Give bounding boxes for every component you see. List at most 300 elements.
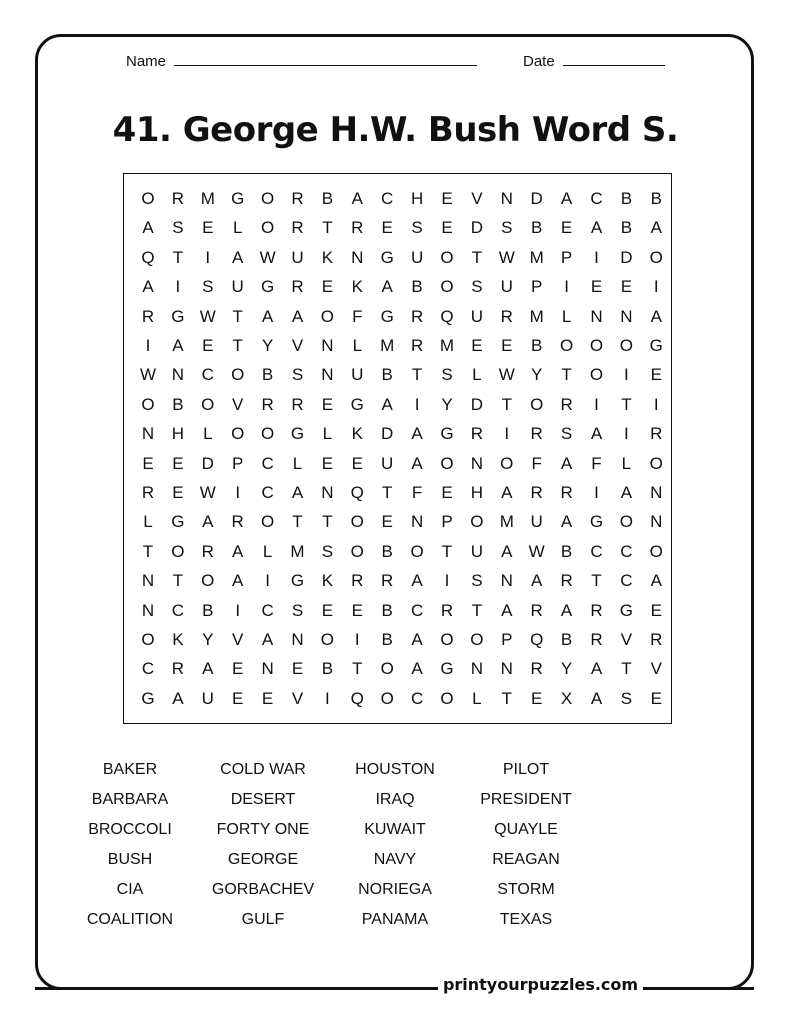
grid-cell[interactable]: N xyxy=(500,189,513,208)
grid-cell[interactable]: K xyxy=(351,424,363,444)
grid-cell[interactable]: A xyxy=(411,453,423,473)
grid-cell[interactable]: A xyxy=(411,424,423,444)
grid-cell[interactable]: D xyxy=(201,453,214,473)
grid-cell[interactable]: W xyxy=(199,306,216,326)
grid-cell[interactable]: A xyxy=(411,571,423,591)
grid-cell[interactable]: A xyxy=(411,659,423,679)
grid-cell[interactable]: C xyxy=(261,600,274,620)
grid-cell[interactable]: O xyxy=(350,541,364,561)
grid-cell[interactable]: E xyxy=(202,336,214,355)
grid-cell[interactable]: B xyxy=(560,630,573,649)
grid-cell[interactable]: U xyxy=(291,247,304,267)
grid-cell[interactable]: A xyxy=(291,483,304,502)
grid-cell[interactable]: M xyxy=(529,247,544,267)
grid-cell[interactable]: Y xyxy=(441,394,453,414)
grid-cell[interactable]: G xyxy=(619,600,633,620)
grid-cell[interactable]: O xyxy=(320,306,334,326)
grid-cell[interactable]: I xyxy=(354,630,360,649)
grid-cell[interactable]: V xyxy=(291,336,304,355)
grid-cell[interactable]: R xyxy=(530,600,543,620)
grid-cell[interactable]: Q xyxy=(350,688,364,708)
name-field[interactable] xyxy=(126,53,477,70)
grid-cell[interactable]: A xyxy=(351,189,363,208)
grid-cell[interactable]: B xyxy=(381,365,393,385)
grid-cell[interactable]: O xyxy=(649,453,663,473)
grid-cell[interactable]: T xyxy=(591,571,602,591)
grid-cell[interactable]: R xyxy=(141,483,155,502)
grid-cell[interactable]: B xyxy=(381,600,393,620)
grid-cell[interactable]: N xyxy=(141,424,155,444)
grid-cell[interactable]: E xyxy=(321,277,334,297)
grid-cell[interactable]: E xyxy=(441,218,453,238)
grid-cell[interactable]: R xyxy=(351,218,364,238)
grid-cell[interactable]: O xyxy=(380,688,394,708)
grid-cell[interactable]: S xyxy=(441,365,453,385)
grid-cell[interactable]: C xyxy=(261,483,274,502)
grid-cell[interactable]: L xyxy=(621,453,632,473)
grid-cell[interactable]: G xyxy=(231,189,245,208)
grid-cell[interactable]: A xyxy=(620,483,633,502)
grid-cell[interactable]: G xyxy=(290,571,305,591)
grid-cell[interactable]: U xyxy=(351,365,364,385)
grid-cell[interactable]: A xyxy=(560,512,573,532)
grid-cell[interactable]: A xyxy=(232,571,244,591)
grid-cell[interactable]: T xyxy=(292,512,303,532)
grid-cell[interactable]: O xyxy=(201,394,215,414)
grid-cell[interactable]: V xyxy=(620,630,633,649)
grid-cell[interactable]: I xyxy=(205,247,211,267)
grid-cell[interactable]: O xyxy=(141,394,155,414)
grid-cell[interactable]: U xyxy=(470,541,484,561)
grid-cell[interactable]: N xyxy=(410,512,424,532)
grid-cell[interactable]: E xyxy=(471,336,483,355)
grid-cell[interactable]: Y xyxy=(202,630,214,649)
grid-cell[interactable]: Y xyxy=(531,365,543,385)
grid-cell[interactable]: R xyxy=(201,541,214,561)
grid-cell[interactable]: G xyxy=(171,512,185,532)
grid-cell[interactable]: P xyxy=(531,277,543,297)
grid-cell[interactable]: A xyxy=(590,424,603,444)
grid-cell[interactable]: S xyxy=(471,277,483,297)
grid-cell[interactable]: Y xyxy=(560,659,573,679)
grid-cell[interactable]: M xyxy=(499,512,514,532)
grid-cell[interactable]: D xyxy=(620,247,633,267)
grid-cell[interactable]: R xyxy=(560,483,573,502)
grid-cell[interactable]: V xyxy=(232,394,244,414)
grid-cell[interactable]: E xyxy=(441,483,453,502)
grid-cell[interactable]: U xyxy=(470,306,484,326)
grid-cell[interactable]: R xyxy=(291,218,304,238)
grid-cell[interactable]: E xyxy=(381,218,393,238)
grid-cell[interactable]: R xyxy=(500,306,513,326)
grid-cell[interactable]: A xyxy=(411,630,423,649)
grid-cell[interactable]: I xyxy=(145,336,151,355)
grid-cell[interactable]: I xyxy=(414,394,420,414)
grid-cell[interactable]: I xyxy=(235,483,241,502)
grid-cell[interactable]: O xyxy=(470,630,484,649)
grid-cell[interactable]: V xyxy=(471,189,483,208)
grid-cell[interactable]: A xyxy=(650,571,662,591)
grid-cell[interactable]: B xyxy=(650,189,662,208)
grid-cell[interactable]: E xyxy=(202,218,214,238)
grid-cell[interactable]: O xyxy=(260,512,275,532)
grid-cell[interactable]: T xyxy=(501,688,512,708)
grid-cell[interactable]: C xyxy=(620,541,633,561)
grid-cell[interactable]: T xyxy=(352,659,363,679)
grid-cell[interactable]: R xyxy=(381,571,394,591)
grid-cell[interactable]: I xyxy=(265,571,270,591)
grid-cell[interactable]: E xyxy=(172,483,184,502)
grid-cell[interactable]: O xyxy=(260,189,275,208)
grid-cell[interactable]: B xyxy=(531,218,543,238)
grid-cell[interactable]: B xyxy=(381,541,393,561)
grid-cell[interactable]: R xyxy=(650,630,663,649)
grid-cell[interactable]: O xyxy=(440,277,454,297)
grid-cell[interactable]: B xyxy=(381,630,393,649)
grid-cell[interactable]: N xyxy=(470,659,484,679)
grid-cell[interactable]: Q xyxy=(350,483,364,502)
date-field[interactable] xyxy=(523,53,665,70)
grid-cell[interactable]: E xyxy=(291,659,304,679)
grid-cell[interactable]: T xyxy=(501,394,512,414)
grid-cell[interactable]: L xyxy=(262,541,273,561)
grid-cell[interactable]: D xyxy=(470,394,484,414)
grid-cell[interactable]: R xyxy=(141,306,155,326)
grid-cell[interactable]: T xyxy=(142,541,154,561)
grid-cell[interactable]: X xyxy=(560,688,573,708)
grid-cell[interactable]: E xyxy=(351,453,363,473)
grid-cell[interactable]: B xyxy=(411,277,423,297)
grid-cell[interactable]: M xyxy=(380,336,395,355)
grid-cell[interactable]: A xyxy=(142,277,154,297)
grid-cell[interactable]: T xyxy=(621,394,632,414)
grid-cell[interactable]: L xyxy=(322,424,333,444)
grid-cell[interactable]: P xyxy=(232,453,244,473)
grid-cell[interactable]: L xyxy=(232,218,243,238)
grid-cell[interactable]: O xyxy=(231,365,245,385)
grid-cell[interactable]: T xyxy=(232,336,243,355)
grid-cell[interactable]: N xyxy=(470,453,484,473)
grid-cell[interactable]: R xyxy=(410,336,424,355)
grid-cell[interactable]: G xyxy=(290,424,305,444)
grid-cell[interactable]: B xyxy=(321,659,334,679)
grid-cell[interactable]: F xyxy=(352,306,363,326)
grid-cell[interactable]: D xyxy=(530,189,543,208)
grid-cell[interactable]: R xyxy=(231,512,244,532)
grid-cell[interactable]: R xyxy=(410,306,424,326)
grid-cell[interactable]: I xyxy=(235,600,241,620)
grid-cell[interactable]: O xyxy=(260,424,275,444)
grid-cell[interactable]: S xyxy=(411,218,423,238)
grid-cell[interactable]: C xyxy=(381,189,394,208)
grid-cell[interactable]: V xyxy=(232,630,244,649)
grid-cell[interactable]: G xyxy=(350,394,364,414)
grid-cell[interactable]: N xyxy=(650,483,663,502)
grid-cell[interactable]: I xyxy=(444,571,450,591)
grid-cell[interactable]: O xyxy=(231,424,245,444)
grid-cell[interactable]: O xyxy=(470,512,484,532)
grid-cell[interactable]: I xyxy=(594,394,599,414)
grid-cell[interactable]: A xyxy=(590,218,603,238)
grid-cell[interactable]: E xyxy=(351,600,363,620)
grid-cell[interactable]: C xyxy=(261,453,274,473)
grid-cell[interactable]: G xyxy=(141,688,155,708)
grid-cell[interactable]: B xyxy=(321,189,334,208)
grid-cell[interactable]: N xyxy=(650,512,663,532)
grid-cell[interactable]: E xyxy=(560,218,573,238)
grid-cell[interactable]: O xyxy=(410,541,424,561)
date-line[interactable] xyxy=(563,64,665,66)
grid-cell[interactable]: A xyxy=(172,688,184,708)
grid-cell[interactable]: G xyxy=(649,336,663,355)
grid-cell[interactable]: U xyxy=(381,453,394,473)
grid-cell[interactable]: R xyxy=(650,424,663,444)
grid-cell[interactable]: I xyxy=(624,424,629,444)
grid-cell[interactable]: O xyxy=(619,512,633,532)
grid-cell[interactable]: I xyxy=(564,277,569,297)
grid-cell[interactable]: K xyxy=(172,630,184,649)
grid-cell[interactable]: E xyxy=(381,512,393,532)
grid-cell[interactable]: P xyxy=(560,247,573,267)
grid-cell[interactable]: R xyxy=(560,394,573,414)
grid-cell[interactable]: H xyxy=(171,424,185,444)
grid-cell[interactable]: L xyxy=(352,336,363,355)
grid-cell[interactable]: S xyxy=(291,600,304,620)
grid-cell[interactable]: E xyxy=(321,600,334,620)
grid-cell[interactable]: R xyxy=(560,571,573,591)
grid-cell[interactable]: A xyxy=(172,336,184,355)
grid-cell[interactable]: I xyxy=(175,277,181,297)
grid-cell[interactable]: A xyxy=(650,218,662,238)
grid-cell[interactable]: L xyxy=(472,365,482,385)
grid-cell[interactable]: R xyxy=(440,600,454,620)
grid-cell[interactable]: R xyxy=(171,659,185,679)
grid-cell[interactable]: G xyxy=(380,247,394,267)
grid-cell[interactable]: D xyxy=(470,218,484,238)
grid-cell[interactable]: K xyxy=(351,277,363,297)
grid-cell[interactable]: L xyxy=(143,512,153,532)
grid-cell[interactable]: Q xyxy=(141,247,155,267)
grid-cell[interactable]: W xyxy=(528,541,545,561)
grid-cell[interactable]: G xyxy=(260,277,275,297)
grid-cell[interactable]: N xyxy=(141,571,155,591)
grid-cell[interactable]: A xyxy=(650,306,662,326)
grid-cell[interactable]: L xyxy=(472,688,482,708)
grid-cell[interactable]: R xyxy=(530,424,543,444)
grid-cell[interactable]: O xyxy=(440,247,454,267)
grid-cell[interactable]: S xyxy=(291,365,304,385)
grid-cell[interactable]: P xyxy=(501,630,513,649)
name-line[interactable] xyxy=(174,64,477,66)
grid-cell[interactable]: O xyxy=(380,659,394,679)
grid-cell[interactable]: T xyxy=(621,659,632,679)
grid-cell[interactable]: A xyxy=(381,394,393,414)
grid-cell[interactable]: T xyxy=(232,306,243,326)
grid-cell[interactable]: E xyxy=(321,453,334,473)
grid-cell[interactable]: Q xyxy=(530,630,544,649)
grid-cell[interactable]: S xyxy=(172,218,184,238)
grid-cell[interactable]: N xyxy=(500,571,513,591)
grid-cell[interactable]: I xyxy=(594,247,599,267)
grid-cell[interactable]: R xyxy=(291,277,304,297)
grid-cell[interactable]: W xyxy=(498,365,515,385)
grid-cell[interactable]: A xyxy=(261,630,274,649)
grid-cell[interactable]: A xyxy=(381,277,393,297)
letter-grid[interactable] xyxy=(123,173,672,724)
grid-cell[interactable]: N xyxy=(261,659,274,679)
grid-cell[interactable]: A xyxy=(291,306,304,326)
grid-cell[interactable]: R xyxy=(291,189,304,208)
grid-cell[interactable]: B xyxy=(261,365,274,385)
grid-cell[interactable]: U xyxy=(500,277,513,297)
grid-cell[interactable]: L xyxy=(561,306,572,326)
grid-cell[interactable]: U xyxy=(530,512,543,532)
grid-cell[interactable]: O xyxy=(141,189,155,208)
grid-cell[interactable]: A xyxy=(590,688,603,708)
grid-cell[interactable]: E xyxy=(321,394,334,414)
grid-cell[interactable]: G xyxy=(589,512,604,532)
grid-cell[interactable]: N xyxy=(171,365,185,385)
grid-cell[interactable]: A xyxy=(142,218,154,238)
grid-cell[interactable]: N xyxy=(321,365,334,385)
grid-cell[interactable]: N xyxy=(141,600,155,620)
grid-cell[interactable]: E xyxy=(501,336,513,355)
grid-cell[interactable]: N xyxy=(321,336,334,355)
grid-cell[interactable]: O xyxy=(440,453,454,473)
grid-cell[interactable]: S xyxy=(202,277,214,297)
grid-cell[interactable]: V xyxy=(291,688,304,708)
grid-cell[interactable]: I xyxy=(504,424,510,444)
grid-cell[interactable]: C xyxy=(410,688,424,708)
grid-cell[interactable]: G xyxy=(380,306,394,326)
grid-cell[interactable]: G xyxy=(171,306,185,326)
grid-cell[interactable]: S xyxy=(560,424,573,444)
grid-cell[interactable]: O xyxy=(201,571,215,591)
grid-cell[interactable]: R xyxy=(291,394,304,414)
grid-cell[interactable]: I xyxy=(325,688,330,708)
grid-cell[interactable]: C xyxy=(141,659,155,679)
grid-cell[interactable]: U xyxy=(410,247,424,267)
grid-cell[interactable]: R xyxy=(470,424,484,444)
grid-cell[interactable]: E xyxy=(650,365,662,385)
grid-cell[interactable]: O xyxy=(589,365,604,385)
grid-cell[interactable]: N xyxy=(351,247,364,267)
grid-cell[interactable]: L xyxy=(203,424,213,444)
grid-cell[interactable]: R xyxy=(530,483,543,502)
grid-cell[interactable]: I xyxy=(594,483,599,502)
grid-cell[interactable]: E xyxy=(650,600,662,620)
grid-cell[interactable]: F xyxy=(411,483,423,502)
grid-cell[interactable]: I xyxy=(653,394,659,414)
grid-cell[interactable]: A xyxy=(202,659,214,679)
grid-cell[interactable]: W xyxy=(498,247,515,267)
grid-cell[interactable]: A xyxy=(202,512,214,532)
grid-cell[interactable]: W xyxy=(259,247,276,267)
grid-cell[interactable]: A xyxy=(560,453,573,473)
grid-cell[interactable]: P xyxy=(441,512,453,532)
grid-cell[interactable]: E xyxy=(441,189,453,208)
grid-cell[interactable]: B xyxy=(620,218,633,238)
grid-cell[interactable]: E xyxy=(172,453,184,473)
grid-cell[interactable]: E xyxy=(232,659,244,679)
grid-cell[interactable]: A xyxy=(232,541,244,561)
grid-cell[interactable]: C xyxy=(590,541,603,561)
grid-cell[interactable]: O xyxy=(500,453,514,473)
grid-cell[interactable]: R xyxy=(351,571,364,591)
grid-cell[interactable]: T xyxy=(471,600,483,620)
grid-cell[interactable]: O xyxy=(440,688,454,708)
grid-cell[interactable]: S xyxy=(501,218,513,238)
grid-cell[interactable]: O xyxy=(589,336,604,355)
grid-cell[interactable]: C xyxy=(590,189,603,208)
grid-cell[interactable]: S xyxy=(471,571,483,591)
grid-cell[interactable]: U xyxy=(231,277,244,297)
grid-cell[interactable]: A xyxy=(501,541,513,561)
grid-cell[interactable]: E xyxy=(650,688,662,708)
grid-cell[interactable]: T xyxy=(172,247,184,267)
grid-cell[interactable]: N xyxy=(590,306,603,326)
grid-cell[interactable]: T xyxy=(441,541,453,561)
grid-cell[interactable]: O xyxy=(559,336,574,355)
grid-cell[interactable]: N xyxy=(500,659,513,679)
grid-cell[interactable]: E xyxy=(531,688,543,708)
grid-cell[interactable]: W xyxy=(199,483,216,502)
grid-cell[interactable]: A xyxy=(261,306,274,326)
grid-cell[interactable]: H xyxy=(470,483,484,502)
grid-cell[interactable]: S xyxy=(321,541,334,561)
grid-cell[interactable]: T xyxy=(381,483,393,502)
grid-cell[interactable]: A xyxy=(560,189,573,208)
grid-cell[interactable]: T xyxy=(322,512,333,532)
grid-cell[interactable]: N xyxy=(291,630,304,649)
grid-cell[interactable]: V xyxy=(650,659,662,679)
grid-cell[interactable]: O xyxy=(260,218,275,238)
grid-cell[interactable]: A xyxy=(531,571,543,591)
grid-cell[interactable]: K xyxy=(321,247,334,267)
grid-cell[interactable]: A xyxy=(560,600,573,620)
grid-cell[interactable]: I xyxy=(624,365,629,385)
grid-cell[interactable]: K xyxy=(321,571,334,591)
grid-cell[interactable]: O xyxy=(649,247,663,267)
grid-cell[interactable]: E xyxy=(232,688,244,708)
grid-cell[interactable]: N xyxy=(321,483,334,502)
grid-cell[interactable]: E xyxy=(142,453,154,473)
grid-cell[interactable]: G xyxy=(440,424,454,444)
grid-cell[interactable]: L xyxy=(292,453,303,473)
grid-cell[interactable]: T xyxy=(172,571,184,591)
grid-cell[interactable]: B xyxy=(172,394,184,414)
grid-cell[interactable]: S xyxy=(620,688,633,708)
grid-cell[interactable]: R xyxy=(590,630,603,649)
grid-cell[interactable]: M xyxy=(439,336,455,355)
grid-cell[interactable]: R xyxy=(171,189,185,208)
grid-cell[interactable]: W xyxy=(139,365,157,385)
grid-cell[interactable]: O xyxy=(171,541,185,561)
grid-cell[interactable]: C xyxy=(171,600,185,620)
grid-cell[interactable]: E xyxy=(590,277,603,297)
grid-cell[interactable]: B xyxy=(202,600,214,620)
grid-cell[interactable]: R xyxy=(530,659,543,679)
grid-cell[interactable]: O xyxy=(649,541,663,561)
grid-cell[interactable]: C xyxy=(620,571,633,591)
grid-cell[interactable]: O xyxy=(350,512,364,532)
grid-cell[interactable]: C xyxy=(201,365,214,385)
grid-cell[interactable]: D xyxy=(381,424,394,444)
grid-cell[interactable]: O xyxy=(530,394,544,414)
grid-cell[interactable]: G xyxy=(440,659,454,679)
grid-cell[interactable]: R xyxy=(590,600,603,620)
grid-cell[interactable]: F xyxy=(531,453,542,473)
